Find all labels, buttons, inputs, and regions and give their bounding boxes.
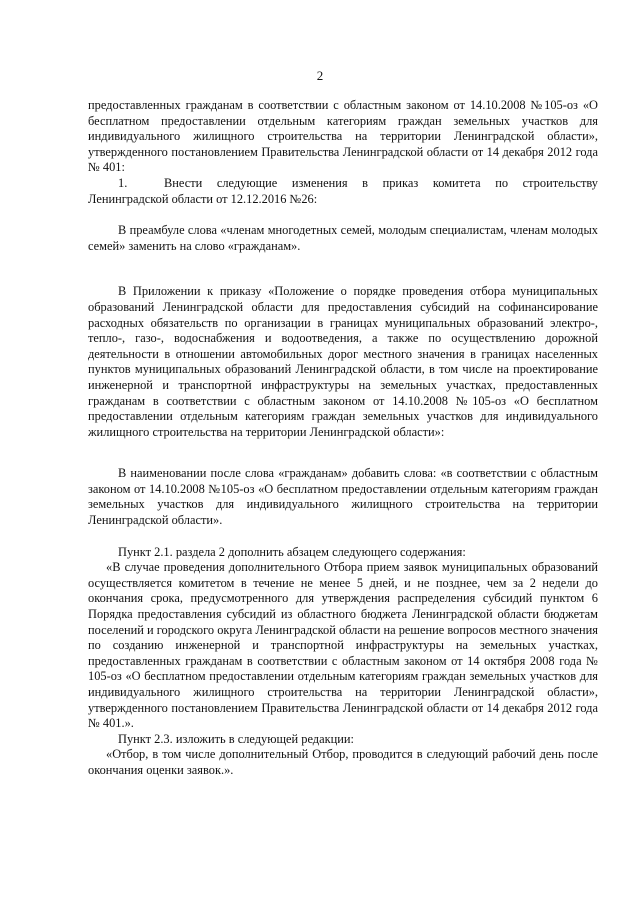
- document-body: [88, 98, 598, 779]
- list-number: 1.: [118, 175, 128, 190]
- paragraph-preamble-continuation: предоставленных гражданам в соответствии с областным законом от 14.10.2008 №105-оз «О бесплатном предоставлении отдельным категориям граждан земельных участков для индивидуального жилищного строительства на территории Ленинградской области», утвержденного постановлением Правительства Ленинградской области от 14 декабря 2012 года № 401:: [88, 98, 598, 175]
- paragraph-preamble-change: В преамбуле слова «членам многодетных семей, молодым специалистам, членам молодых семей» заменить на слово «гражданам».: [88, 223, 598, 253]
- page-number: 2: [316, 68, 324, 83]
- paragraph-appendix-title-change: В Приложении к приказу «Положение о порядке проведения отбора муниципальных образований Ленинградской области для предоставления субсидий на софинансирование расходных обязательств по организации в границах муниципальных образований электро-, тепло-, газо-, водоснабжения и водоотведения, а также по осуществлению дорожной деятельности в отношении автомобильных дорог местного значения в границах населенных пунктов муниципальных образований Ленинградской области, в том числе на проектирование инженерной и транспортной инфраструктуры на земельных участках, предоставленных гражданам в соответствии с областным законом от 14.10.2008 №105-оз «О бесплатном предоставлении отдельным категориям граждан земельных участков для индивидуального жилищного строительства на территории Ленинградской области»:: [88, 284, 598, 439]
- paragraph-naming-change: В наименовании после слова «гражданам» добавить слова: «в соответствии с областным законом от 14.10.2008 №105-оз «О бесплатном предоставлении отдельным категориям граждан земельных участков для индивидуального жилищного строительства на территории Ленинградской области».: [88, 466, 598, 528]
- paragraph-item-1-text: Внести следующие изменения в приказ комитета по строительству Ленинградской области от 12.12.2016 №26:: [88, 175, 598, 206]
- paragraph-item-1: [88, 176, 598, 207]
- paragraph-clause-2-1: Пункт 2.1. раздела 2 дополнить абзацем следующего содержания:: [118, 544, 466, 559]
- paragraph-clause-2-3: Пункт 2.3. изложить в следующей редакции:: [118, 731, 354, 746]
- paragraph-clause-2-1-text: «В случае проведения дополнительного Отбора прием заявок муниципальных образований осуществляется комитетом в течение не менее 5 дней, и не позднее, чем за 2 недели до окончания срока, предусмотренного для утверждения распределения субсидий пунктом 6 Порядка предоставления субсидий из областного бюджета Ленинградской области бюджетам поселений и городского округа Ленинградской области на решение вопросов местного значения по созданию инженерной и транспортной инфраструктуры на земельных участках, предоставленных гражданам в соответствии с областным законом от 14 октября 2008 года № 105-оз «О бесплатном предоставлении отдельным категориям граждан земельных участков для индивидуального жилищного строительства на территории Ленинградской области», утвержденного постановлением Правительства Ленинградской области от 14 декабря 2012 года № 401.».: [88, 560, 598, 731]
- paragraph-clause-2-3-text: «Отбор, в том числе дополнительный Отбор, проводится в следующий рабочий день после окончания оценки заявок.».: [88, 747, 598, 777]
